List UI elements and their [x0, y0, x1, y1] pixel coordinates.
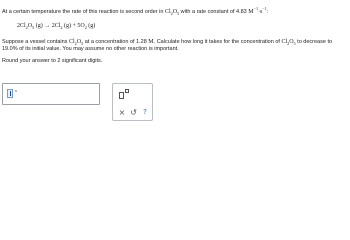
question-body: Suppose a vessel contains $Cl_2O_5$ at a concentration of 1.28 M. Calculate how long it takes for the concentration of $Cl_2O_5$ to decrease to 19.0% of its initial value. You may assume no other reaction is important.: [2, 39, 333, 53]
rate-constant: 4.83: [236, 9, 247, 15]
reaction-equation: $2Cl_2O_5$ $(g) \to 2Cl_2$ $(g) + 5O_2$ (g): [17, 23, 96, 31]
chem-species: $Cl_2O_5$: [164, 9, 180, 17]
help-icon[interactable]: ?: [143, 108, 147, 117]
undo-icon[interactable]: ↺: [130, 107, 137, 117]
exponent-template-button[interactable]: [119, 89, 132, 100]
answer-cursor-field[interactable]: [7, 89, 13, 98]
question-intro: At a certain temperature the rate of this reaction is second order in $Cl_2O_5$ with a rate constant of 4.83 $M^{-1}\cdot s^{-1}$:: [2, 6, 269, 17]
answer-input[interactable]: [2, 83, 100, 105]
exponent-base-icon: [119, 92, 124, 99]
tool-actions: [117, 108, 150, 118]
exponent-power-icon: [125, 89, 129, 93]
answer-unit: s: [15, 88, 17, 93]
initial-concentration: 1.28: [136, 39, 147, 45]
rate-unit: $M^{-1}\cdot s^{-1}$: [248, 6, 267, 15]
rounding-instruction: Round your answer to 2 significant digits.: [2, 58, 103, 64]
clear-icon[interactable]: ×: [118, 107, 126, 117]
reaction-arrow: →: [44, 23, 51, 29]
math-tool-panel: [112, 83, 153, 121]
